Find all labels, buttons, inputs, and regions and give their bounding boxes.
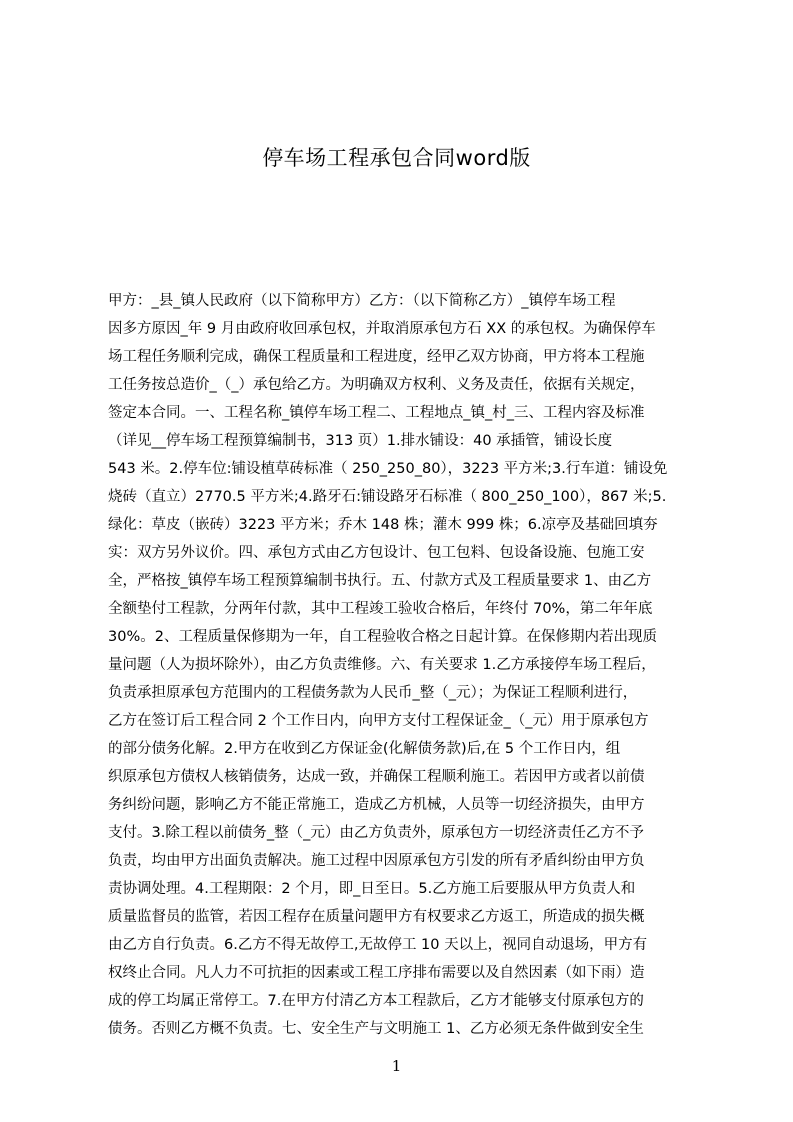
document-title: 停车场工程承包合同word版 (262, 146, 531, 170)
body-line: 务纠纷问题，影响乙方不能正常施工，造成乙方机械，人员等一切经济损失，由甲方 (108, 797, 645, 813)
body-line: 工任务按总造价_（_）承包给乙方。为明确双方权利、义务及责任，依据有关规定， (108, 377, 645, 393)
body-line: 甲方：_县_镇人民政府（以下简称甲方）乙方：（以下简称乙方）_镇停车场工程 (108, 293, 616, 309)
body-line: 签定本合同。一、工程名称_镇停车场工程二、工程地点_镇_村_三、工程内容及标准 (108, 405, 645, 421)
body-line: 30%。2、工程质量保修期为一年，自工程验收合格之日起计算。在保修期内若出现质 (108, 629, 657, 645)
body-line: 全额垫付工程款，分两年付款，其中工程竣工验收合格后，年终付 70%，第二年年底 (108, 601, 653, 617)
body-line: 负责，均由甲方出面负责解决。施工过程中因原承包方引发的所有矛盾纠纷由甲方负 (108, 853, 645, 869)
body-line: 权终止合同。凡人力不可抗拒的因素或工程工序排布需要以及自然因素（如下雨）造 (108, 965, 645, 981)
body-line: 烧砖（直立）2770.5 平方米;4.路牙石:铺设路牙石标准（ 800_250_100），867 米;5. (108, 489, 667, 505)
body-line: 质量监督员的监管，若因工程存在质量问题甲方有权要求乙方返工，所造成的损失概 (108, 909, 645, 925)
body-line: 责协调处理。4.工程期限：2 个月，即_日至日。5.乙方施工后要服从甲方负责人和 (108, 881, 636, 897)
body-line: 由乙方自行负责。6.乙方不得无故停工,无故停工 10 天以上，视同自动退场，甲方有 (108, 937, 648, 953)
body-line: 全，严格按_镇停车场工程预算编制书执行。五、付款方式及工程质量要求 1、由乙方 (108, 573, 652, 589)
body-line: 的部分债务化解。2.甲方在收到乙方保证金(化解债务款)后,在 5 个工作日内，组 (108, 741, 621, 757)
body-line: 债务。否则乙方概不负责。七、安全生产与文明施工 1、乙方必须无条件做到安全生 (108, 1021, 644, 1037)
body-line: 乙方在签订后工程合同 2 个工作日内，向甲方支付工程保证金_（_元）用于原承包方 (108, 713, 649, 729)
body-line: 绿化：草皮（嵌砖）3223 平方米；乔木 148 株；灌木 999 株；6.凉亭及基础回填夯 (108, 517, 658, 533)
body-line: 因多方原因_年 9 月由政府收回承包权，并取消原承包方石 XX 的承包权。为确保停车 (108, 321, 656, 337)
body-line: （详见__停车场工程预算编制书，313 页）1.排水铺设：40 承插管，铺设长度 (108, 433, 613, 449)
body-line: 支付。3.除工程以前债务_整（_元）由乙方负责外，原承包方一切经济责任乙方不予 (108, 825, 644, 841)
body-line: 量问题（人为损坏除外），由乙方负责维修。六、有关要求 1.乙方承接停车场工程后， (108, 657, 656, 673)
page-number: 1 (391, 1057, 402, 1075)
body-line: 成的停工均属正常停工。7.在甲方付清乙方本工程款后，乙方才能够支付原承包方的 (108, 993, 644, 1009)
body-line: 负责承担原承包方范围内的工程债务款为人民币_整（_元）；为保证工程顺利进行， (108, 685, 638, 701)
body-line: 实：双方另外议价。四、承包方式由乙方包设计、包工包料、包设备设施、包施工安 (108, 545, 645, 561)
body-line: 场工程任务顺利完成，确保工程质量和工程进度，经甲乙双方协商，甲方将本工程施 (108, 349, 645, 365)
body-line: 织原承包方债权人核销债务，达成一致，并确保工程顺利施工。若因甲方或者以前债 (108, 769, 645, 785)
body-line: 543 米。2.停车位:铺设植草砖标准（ 250_250_80），3223 平方米;3.行车道：铺设免 (108, 461, 668, 477)
